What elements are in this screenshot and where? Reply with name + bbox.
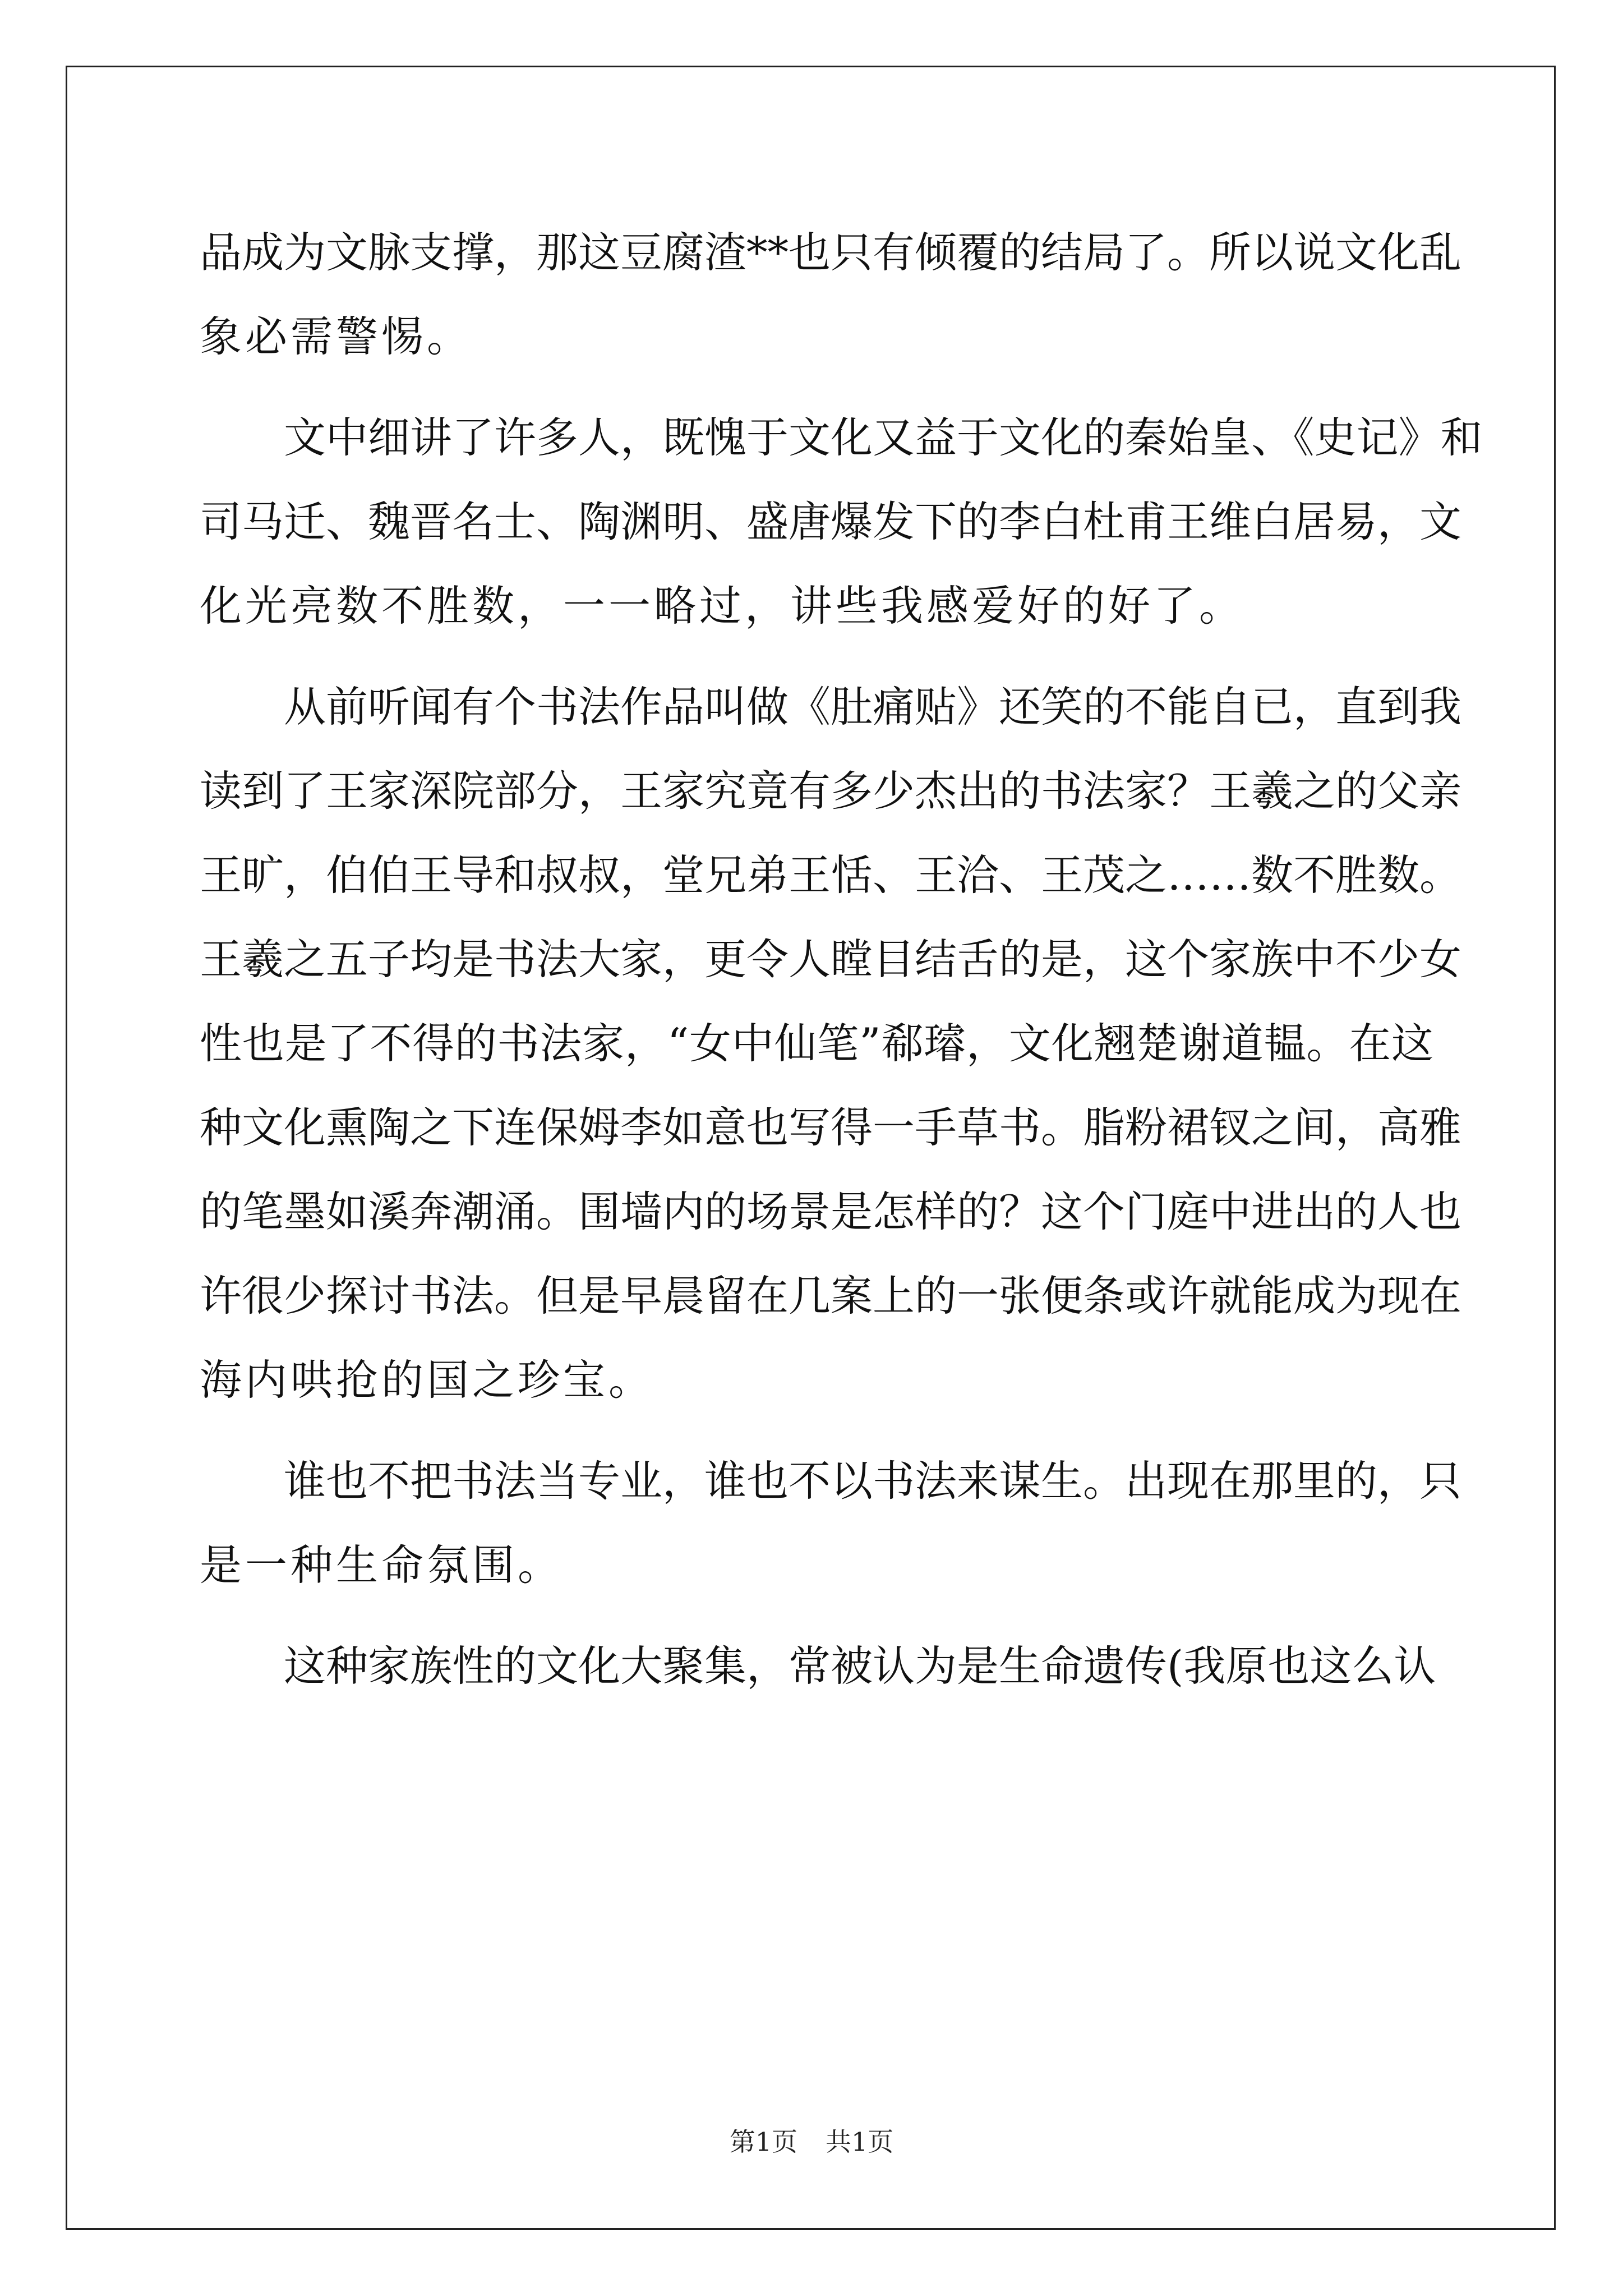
text-line: 品成为文脉支撑，那这豆腐渣**也只有倾覆的结局了。所以说文化乱 <box>200 228 1462 277</box>
paragraph <box>200 1439 1462 1607</box>
page-total: 共1页 <box>826 2127 894 2157</box>
text-line: 性也是了不得的书法家，“女中仙笔”郗璿，文化翘楚谢道韫。在这 <box>200 1019 1433 1068</box>
text-line: 象必需警惕。 <box>200 312 473 361</box>
text-line: 谁也不把书法当专业，谁也不以书法来谋生。出现在那里的，只 <box>284 1456 1462 1506</box>
text-line: 是一种生命氛围。 <box>200 1540 564 1590</box>
paragraph <box>200 395 1483 648</box>
page-number: 第1页 <box>729 2127 797 2157</box>
text-line: 文中细讲了许多人，既愧于文化又益于文化的秦始皇、《史记》和 <box>284 413 1483 462</box>
page-footer <box>0 2125 1623 2159</box>
text-line: 司马迁、魏晋名士、陶渊明、盛唐爆发下的李白杜甫王维白居易，文 <box>200 497 1462 546</box>
text-line: 海内哄抢的国之珍宝。 <box>200 1355 654 1405</box>
paragraph <box>200 210 1462 379</box>
text-line: 从前听闻有个书法作品叫做《肚痛贴》还笑的不能自已，直到我 <box>284 682 1462 731</box>
paragraph <box>200 665 1462 1422</box>
text-line: 这种家族性的文化大聚集，常被认为是生命遗传(我原也这么认 <box>284 1641 1436 1691</box>
text-line: 读到了王家深院部分，王家究竟有多少杰出的书法家？王羲之的父亲 <box>200 766 1462 816</box>
text-line: 许很少探讨书法。但是早晨留在几案上的一张便条或许就能成为现在 <box>200 1271 1462 1320</box>
text-line: 种文化熏陶之下连保姆李如意也写得一手草书。脂粉裙钗之间，高雅 <box>200 1103 1462 1152</box>
paragraph <box>200 1624 1436 1708</box>
text-line: 的笔墨如溪奔潮涌。围墙内的场景是怎样的？这个门庭中进出的人也 <box>200 1187 1462 1236</box>
document-body <box>200 210 1483 1708</box>
text-line: 王旷，伯伯王导和叔叔，堂兄弟王恬、王洽、王茂之……数不胜数。 <box>200 850 1462 900</box>
text-line: 王羲之五子均是书法大家，更令人瞠目结舌的是，这个家族中不少女 <box>200 935 1462 984</box>
text-line: 化光亮数不胜数，一一略过，讲些我感爱好的好了。 <box>200 581 1245 631</box>
